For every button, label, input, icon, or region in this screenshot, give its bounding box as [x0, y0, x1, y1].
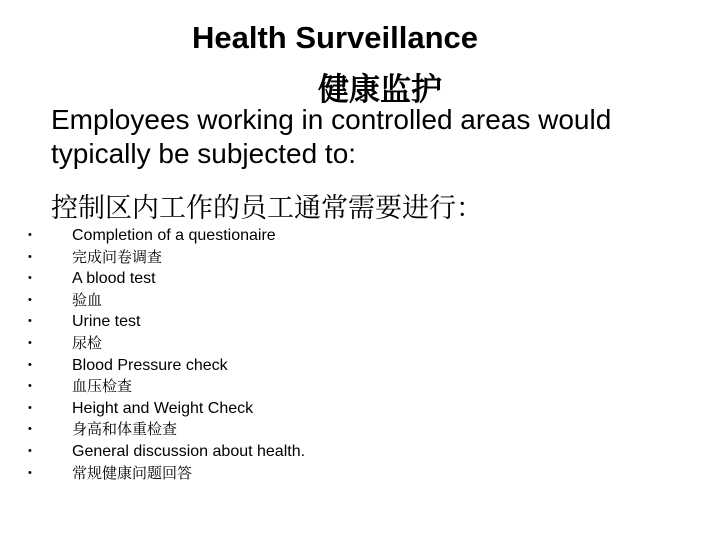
bullet-icon: •	[28, 380, 32, 393]
bullet-icon: •	[28, 358, 32, 371]
list-item-text: 血压检查	[72, 377, 133, 396]
bullet-icon: •	[28, 229, 32, 241]
list-item-text: Completion of a questionaire	[72, 227, 276, 244]
bullet-icon: •	[28, 272, 32, 285]
slide-title-chinese: 健康监护	[318, 72, 442, 108]
bullet-icon: •	[28, 293, 32, 306]
bullet-icon: •	[28, 336, 32, 349]
bullet-icon: •	[28, 423, 32, 436]
list-item-text: A blood test	[72, 270, 156, 288]
list-item-text: Blood Pressure check	[72, 356, 228, 374]
intro-text: Employees working in controlled areas would typically be subjected to:	[51, 104, 612, 169]
bullet-icon: •	[28, 466, 32, 479]
list-item-text: Urine test	[72, 313, 141, 331]
bullet-icon: •	[28, 444, 32, 457]
list-item-text: 身高和体重检查	[72, 420, 178, 439]
bullet-icon: •	[28, 250, 32, 263]
slide-title: Health Surveillance	[192, 20, 479, 55]
list-item-text: 常规健康问题回答	[72, 463, 193, 482]
intro-text-chinese: 控制区内工作的员工通常需要进行：	[51, 193, 483, 224]
list-item-text: 尿检	[72, 333, 103, 352]
bullet-icon: •	[28, 315, 32, 328]
list-item-text: 验血	[72, 290, 103, 309]
list-item-text: 完成问卷调查	[72, 247, 163, 266]
list-item-text: Height and Weight Check	[72, 399, 254, 417]
list-item-text: General discussion about health.	[72, 442, 306, 460]
bullet-icon: •	[28, 401, 32, 414]
